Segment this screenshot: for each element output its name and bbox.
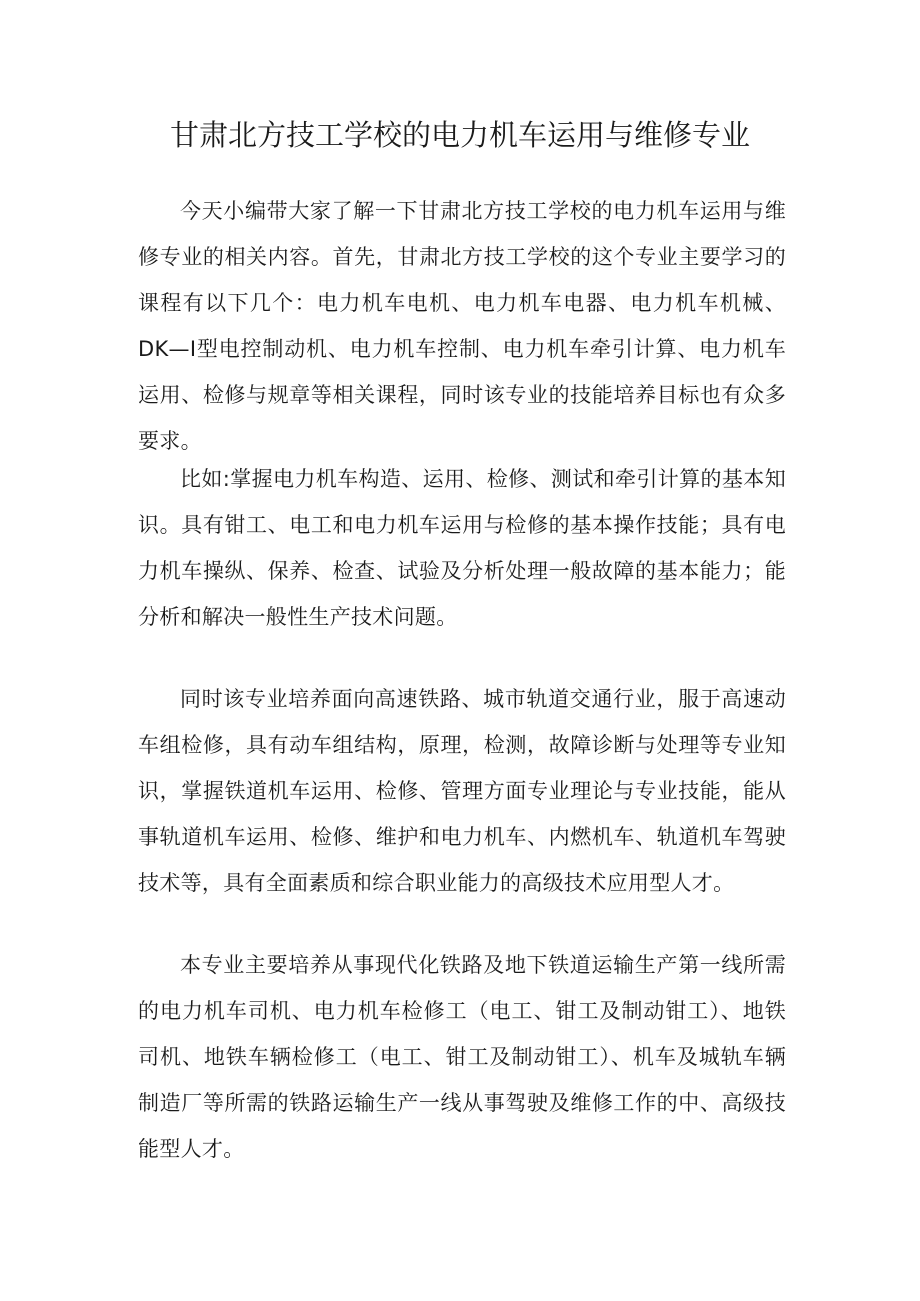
document-title: 甘肃北方技工学校的电力机车运用与维修专业 bbox=[169, 118, 750, 152]
paragraph-course-intro: 今天小编带大家了解一下甘肃北方技工学校的电力机车运用与维修专业的相关内容。首先，甘肃北方技工学校的这个专业主要学习的课程有以下几个：电力机车电机、电力机车电器、电力机车机械、DK—I型电控制动机、电力机车控制、电力机车牵引计算、电力机车运用、检修与规章等相关课程，同时该专业的技能培养目标也有众多要求。 bbox=[138, 199, 786, 453]
paragraph-training-target: 本专业主要培养从事现代化铁路及地下铁道运输生产第一线所需的电力机车司机、电力机车检修工（电工、钳工及制动钳工）、地铁司机、地铁车辆检修工（电工、钳工及制动钳工）、机车及城轨车辆制造厂等所需的铁路运输生产一线从事驾驶及维修工作的中、高级技能型人才。 bbox=[138, 953, 786, 1161]
paragraph-industry-orientation: 同时该专业培养面向高速铁路、城市轨道交通行业，服于高速动车组检修，具有动车组结构，原理，检测，故障诊断与处理等专业知识，掌握铁道机车运用、检修、管理方面专业理论与专业技能，能从事轨道机车运用、检修、维护和电力机车、内燃机车、轨道机车驾驶技术等，具有全面素质和综合职业能力的高级技术应用型人才。 bbox=[138, 687, 786, 895]
paragraph-skill-goals: 比如:掌握电力机车构造、运用、检修、测试和牵引计算的基本知识。具有钳工、电工和电力机车运用与检修的基本操作技能；具有电力机车操纵、保养、检查、试验及分析处理一般故障的基本能力；能分析和解决一般性生产技术问题。 bbox=[138, 467, 786, 629]
